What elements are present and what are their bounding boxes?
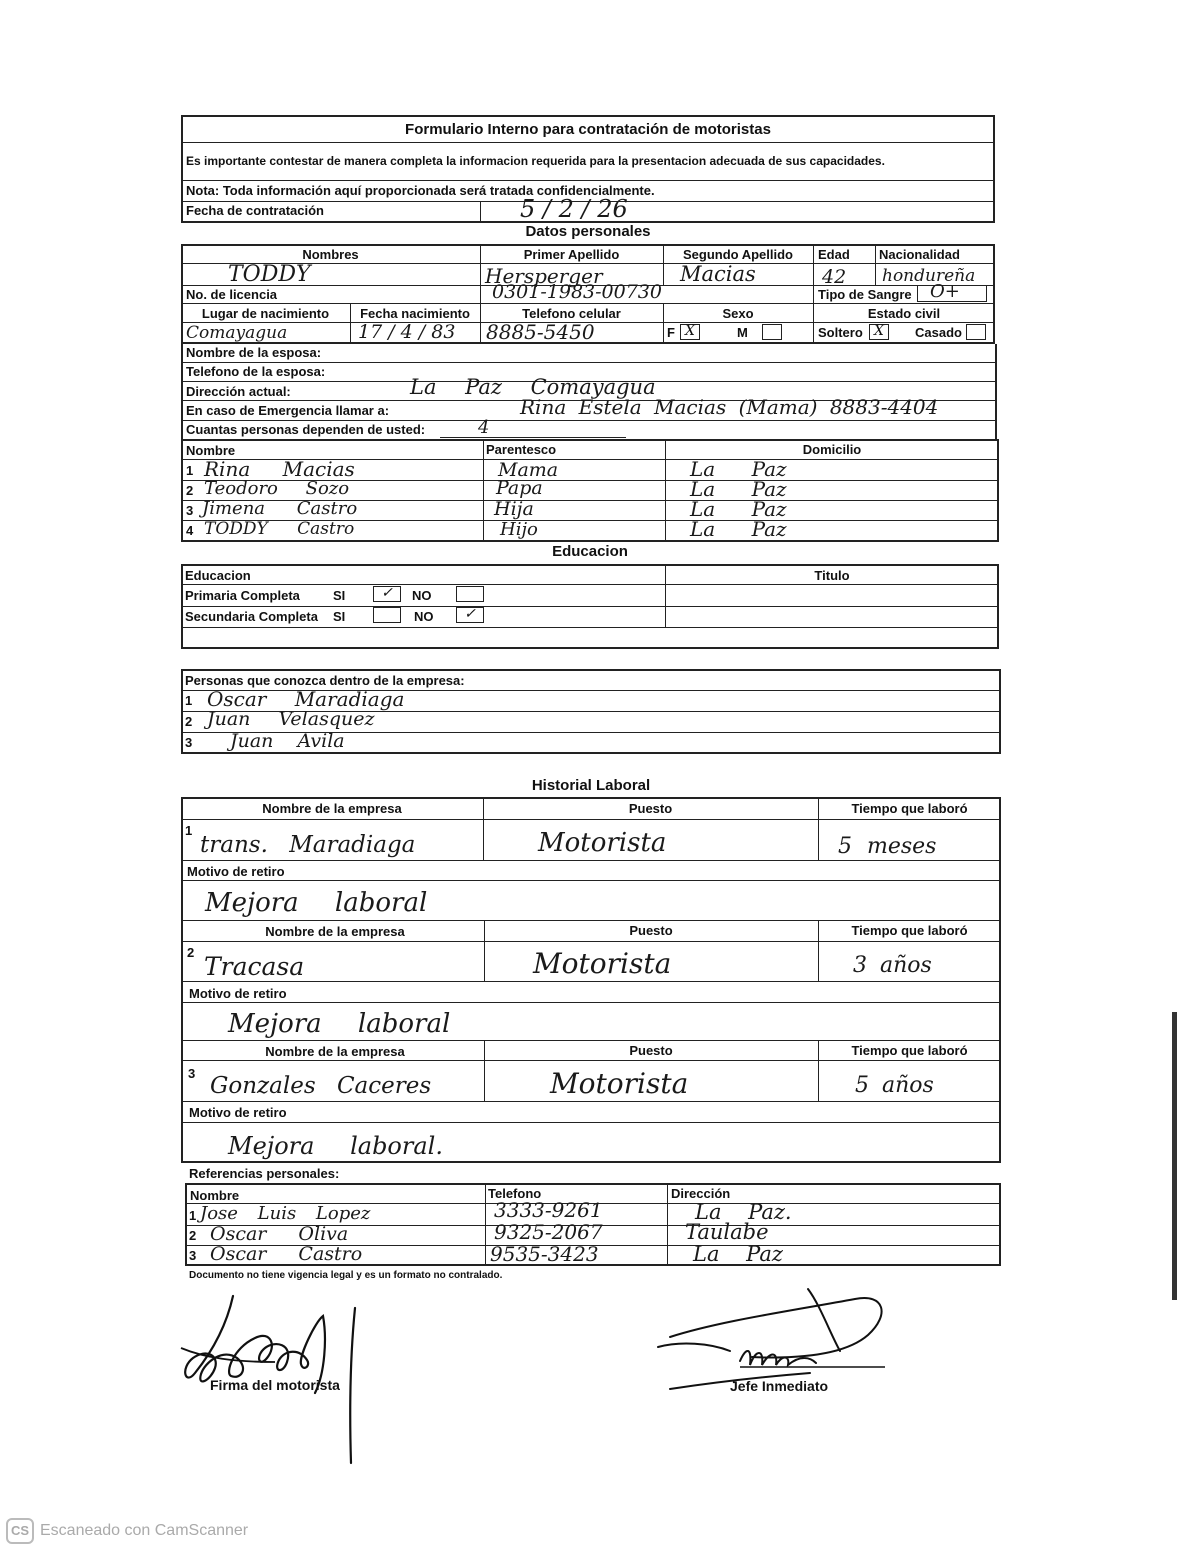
contacts-label: Personas que conozca dentro de la empresa: [185,673,465,688]
label-firma-motorista: Firma del motorista [210,1377,340,1393]
label-nacionalidad: Nacionalidad [879,247,960,262]
row-number: 3 [188,1066,196,1081]
value-nacionalidad[interactable]: hondureña [882,266,976,286]
dependent-nombre[interactable]: Rina Macias [204,457,355,481]
contact-name[interactable]: Juan Velasquez [207,708,375,730]
label-sexo-m: M [737,325,748,340]
label-jefe-inmediato: Jefe Inmediato [730,1378,829,1394]
scan-edge-artifact [1172,1012,1177,1300]
references-label: Referencias personales: [189,1166,340,1181]
value-nombres[interactable]: TODDY [228,262,311,287]
label-secundaria-si: SI [333,609,346,624]
row-number: 2 [189,1228,197,1243]
dependents-header-parentesco: Parentesco [486,442,557,457]
row-number: 2 [186,483,194,498]
label-dependientes: Cuantas personas dependen de usted: [186,422,426,437]
label-secundaria-no: NO [414,609,434,624]
value-licencia[interactable]: 0301-1983-00730 [492,281,662,303]
job-puesto[interactable]: Motorista [550,1067,689,1100]
section-title-work: Historial Laboral [531,777,651,794]
checkbox-secundaria-si[interactable] [373,607,401,623]
value-segundo-apellido[interactable]: Macias [680,262,756,286]
education-titulo-header: Titulo [814,568,850,583]
row-number: 1 [189,1208,197,1223]
form-note: Nota: Toda información aquí proporcionada será tratada confidencialmente. [186,183,655,198]
checkbox-casado[interactable] [966,324,986,340]
dependent-nombre[interactable]: TODDY Castro [204,519,355,539]
references-header-direccion: Dirección [671,1186,731,1201]
label-segundo-apellido: Segundo Apellido [682,247,793,262]
education-header: Educacion [185,568,251,583]
value-emergencia[interactable]: Rina Estela Macias (Mama) 8883-4404 [520,395,939,419]
dependent-domicilio[interactable]: La Paz [690,517,787,541]
work-header-empresa: Nombre de la empresa [262,801,402,816]
camscanner-text: Escaneado con CamScanner [40,1522,249,1539]
row-number: 3 [189,1248,197,1263]
reference-nombre[interactable]: Oscar Castro [210,1243,363,1265]
job-motivo-label: Motivo de retiro [189,1105,287,1120]
reference-nombre[interactable]: Oscar Oliva [210,1223,349,1245]
job-empresa[interactable]: Tracasa [204,952,305,981]
dependent-nombre[interactable]: Jimena Castro [202,498,358,519]
label-licencia: No. de licencia [186,287,278,302]
section-title-personal: Datos personales [525,223,651,240]
value-direccion[interactable]: La Paz Comayagua [410,375,656,399]
checkbox-sexo-f[interactable]: X [680,324,700,340]
work-header-empresa: Nombre de la empresa [265,924,405,939]
label-sexo: Sexo [722,306,754,321]
label-nombres: Nombres [302,247,359,262]
job-tiempo[interactable]: 5 años [855,1073,934,1098]
job-empresa[interactable]: Gonzales Caceres [210,1073,432,1099]
job-motivo-label: Motivo de retiro [187,864,285,879]
form-instructions: Es importante contestar de manera completa la informacion requerida para la presentacion adecuada de sus capacidades. [186,154,885,168]
value-dependientes[interactable]: 4 [478,417,490,438]
label-primaria-si: SI [333,588,346,603]
reference-direccion[interactable]: La Paz. [695,1200,792,1224]
job-motivo[interactable]: Mejora laboral [205,888,428,918]
references-header-telefono: Telefono [488,1186,542,1201]
hire-date-label: Fecha de contratación [186,203,324,218]
label-nombre-esposa: Nombre de la esposa: [186,345,322,360]
job-puesto[interactable]: Motorista [538,828,667,858]
reference-telefono[interactable]: 9325-2067 [494,1220,603,1244]
job-puesto[interactable]: Motorista [533,947,672,980]
divider [181,180,995,181]
value-lugar-nacimiento[interactable]: Comayagua [186,323,288,343]
reference-nombre[interactable]: Jose Luis Lopez [200,1203,371,1224]
value-fecha-nacimiento[interactable]: 17 / 4 / 83 [358,321,456,343]
dependent-parentesco[interactable]: Papa [496,477,543,499]
value-tipo-sangre[interactable]: O+ [930,281,960,302]
row-number: 1 [186,463,194,478]
label-telefono-celular: Telefono celular [522,306,621,321]
dependent-nombre[interactable]: Teodoro Sozo [204,478,350,499]
row-number: 1 [185,823,193,838]
references-header-nombre: Nombre [190,1188,240,1203]
checkbox-soltero[interactable]: X [869,324,889,340]
camscanner-logo: CS [6,1518,34,1544]
label-soltero: Soltero [818,325,863,340]
reference-telefono[interactable]: 3333-9261 [494,1198,603,1222]
work-header-tiempo: Tiempo que laboró [851,1043,968,1058]
job-tiempo[interactable]: 3 años [853,953,932,978]
disclaimer: Documento no tiene vigencia legal y es un formato no contralado. [189,1270,503,1281]
dependent-domicilio[interactable]: La Paz [690,457,787,481]
value-telefono-celular[interactable]: 8885-5450 [486,320,595,344]
label-primaria: Primaria Completa [185,588,300,603]
label-primaria-no: NO [412,588,432,603]
row-number: 3 [185,735,193,750]
work-header-empresa: Nombre de la empresa [265,1044,405,1059]
row-number: 2 [187,945,195,960]
label-telefono-esposa: Telefono de la esposa: [186,364,326,379]
label-lugar-nacimiento: Lugar de nacimiento [201,306,330,321]
work-header-puesto: Puesto [629,923,673,938]
motorista-signature-icon [175,1278,375,1473]
form-title: Formulario Interno para contratación de motoristas [405,121,771,138]
label-casado: Casado [915,325,962,340]
hire-date-value[interactable]: 5 / 2 / 26 [520,195,628,223]
dependent-parentesco[interactable]: Mama [498,459,559,481]
dependent-parentesco[interactable]: Hija [494,498,534,520]
label-sexo-f: F [667,325,675,340]
value-primer-apellido[interactable]: Hersperger [485,264,603,288]
checkbox-primaria-no[interactable] [456,586,484,602]
row-number: 4 [186,523,194,538]
row-number: 1 [185,693,193,708]
work-header-puesto: Puesto [629,1043,673,1058]
dependent-domicilio[interactable]: La Paz [690,477,787,501]
section-title-education: Educacion [552,543,628,560]
label-emergencia: En caso de Emergencia llamar a: [186,403,390,418]
label-direccion: Dirección actual: [186,384,291,399]
job-motivo-label: Motivo de retiro [189,986,287,1001]
work-header-puesto: Puesto [628,801,673,816]
label-tipo-sangre: Tipo de Sangre [818,287,912,302]
contact-name[interactable]: Juan Avila [230,730,345,752]
reference-direccion[interactable]: La Paz [693,1242,783,1266]
job-tiempo[interactable]: 5 meses [838,834,937,859]
label-edad: Edad [818,247,850,262]
label-primer-apellido: Primer Apellido [523,247,620,262]
job-motivo[interactable]: Mejora laboral. [228,1132,443,1160]
job-motivo[interactable]: Mejora laboral [228,1009,451,1039]
job-empresa[interactable]: trans. Maradiaga [200,832,416,858]
label-secundaria: Secundaria Completa [185,609,318,624]
checkbox-sexo-m[interactable] [762,324,782,340]
row-number: 2 [185,714,193,729]
contact-name[interactable]: Oscar Maradiaga [207,687,405,711]
row-number: 3 [186,503,194,518]
divider [181,142,995,143]
dependents-header-domicilio: Domicilio [802,442,862,457]
reference-direccion[interactable]: Taulabe [685,1220,769,1244]
label-estado-civil: Estado civil [867,306,941,321]
work-header-tiempo: Tiempo que laboró [851,923,968,938]
value-edad[interactable]: 42 [822,266,847,288]
dependents-header-nombre: Nombre [186,443,236,458]
reference-telefono[interactable]: 9535-3423 [490,1242,599,1266]
checkbox-secundaria-no[interactable]: ✓ [456,607,484,623]
dependent-domicilio[interactable]: La Paz [690,497,787,521]
label-fecha-nacimiento: Fecha nacimiento [360,306,470,321]
checkbox-primaria-si[interactable]: ✓ [373,586,401,602]
work-header-tiempo: Tiempo que laboró [851,801,968,816]
divider [480,201,481,223]
dependent-parentesco[interactable]: Hijo [500,519,538,540]
